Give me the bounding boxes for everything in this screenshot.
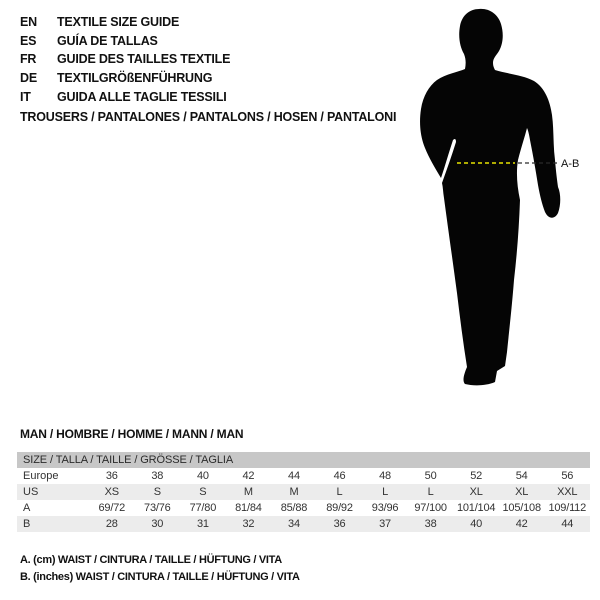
size-cell: 81/84 (235, 502, 262, 514)
language-label: TEXTILGRÖßENFÜHRUNG (57, 71, 213, 86)
size-cell: 38 (151, 470, 164, 482)
size-cell: 40 (196, 470, 209, 482)
size-cell: XXL (557, 486, 578, 498)
size-cell: XL (469, 486, 483, 498)
language-legend (20, 13, 230, 106)
language-label: GUIDE DES TAILLES TEXTILE (57, 52, 231, 67)
size-cell: 52 (470, 470, 483, 482)
language-code: EN (20, 15, 37, 30)
row-label: B (23, 518, 31, 530)
language-label: TEXTILE SIZE GUIDE (57, 15, 180, 30)
row-label: US (23, 486, 39, 498)
size-cell: 50 (424, 470, 437, 482)
language-label: GUIDA ALLE TAGLIE TESSILI (57, 89, 227, 104)
size-cell: 93/96 (371, 502, 399, 514)
silhouette-path (420, 9, 560, 385)
size-cell: 69/72 (98, 502, 126, 514)
size-table (17, 452, 590, 532)
size-cell: 56 (561, 470, 574, 482)
size-cell: 31 (196, 518, 209, 530)
size-cell: 36 (105, 470, 118, 482)
size-cell: 44 (561, 518, 574, 530)
language-code: ES (20, 33, 37, 48)
measurement-notes (20, 552, 300, 586)
size-cell: L (427, 486, 434, 498)
note-b-inches: B. (inches) WAIST / CINTURA / TAILLE / HÜFTUNG / VITA (20, 571, 300, 583)
man-silhouette-figure (400, 0, 600, 420)
size-cell: S (199, 486, 207, 498)
size-cell: 109/112 (548, 502, 587, 514)
note-a-cm: A. (cm) WAIST / CINTURA / TAILLE / HÜFTUNG / VITA (20, 554, 282, 566)
size-cell: 42 (515, 518, 528, 530)
category-title: TROUSERS / PANTALONES / PANTALONS / HOSEN / PANTALONI (20, 110, 397, 124)
table-row-europe (17, 468, 590, 484)
size-cell: M (289, 486, 299, 498)
row-label: A (23, 502, 31, 514)
table-row-us (17, 484, 590, 500)
language-code: DE (20, 71, 37, 86)
size-cell: 36 (333, 518, 346, 530)
size-cell: 73/76 (144, 502, 171, 514)
size-cell: 37 (379, 518, 391, 530)
size-cell: L (336, 486, 343, 498)
size-cell: 48 (379, 470, 391, 482)
size-cell: 77/80 (189, 502, 217, 514)
language-code: FR (20, 52, 37, 67)
size-cell: 30 (151, 518, 164, 530)
size-cell: 105/108 (502, 502, 541, 514)
row-label: Europe (23, 470, 59, 482)
language-code: IT (20, 89, 31, 104)
size-cell: 42 (242, 470, 255, 482)
measure-label: A-B (561, 158, 580, 170)
size-cell: XS (104, 486, 119, 498)
size-cell: 44 (288, 470, 300, 482)
size-cell: 28 (105, 518, 118, 530)
size-cell: S (153, 486, 161, 498)
size-cell: 54 (515, 470, 528, 482)
gender-label: MAN / HOMBRE / HOMME / MANN / MAN (20, 427, 244, 441)
size-cell: 85/88 (280, 502, 308, 514)
language-label: GUÍA DE TALLAS (57, 33, 158, 48)
size-cell: 32 (242, 518, 255, 530)
table-row-b-inches (17, 516, 590, 532)
language-row-it (20, 87, 230, 106)
language-row-en (20, 13, 230, 32)
size-cell: M (243, 486, 253, 498)
size-table-header: SIZE / TALLA / TAILLE / GRÖSSE / TAGLIA (17, 452, 590, 468)
size-cell: L (382, 486, 389, 498)
size-cell: 40 (470, 518, 483, 530)
language-row-fr (20, 50, 230, 69)
size-cell: XL (515, 486, 529, 498)
language-row-es (20, 32, 230, 51)
size-cell: 34 (288, 518, 300, 530)
size-cell: 38 (424, 518, 437, 530)
size-cell: 97/100 (414, 502, 447, 514)
language-row-de (20, 69, 230, 88)
size-cell: 89/92 (326, 502, 353, 514)
table-row-a-cm (17, 500, 590, 516)
size-cell: 101/104 (456, 502, 496, 514)
size-cell: 46 (333, 470, 346, 482)
man-silhouette-svg (400, 0, 600, 420)
